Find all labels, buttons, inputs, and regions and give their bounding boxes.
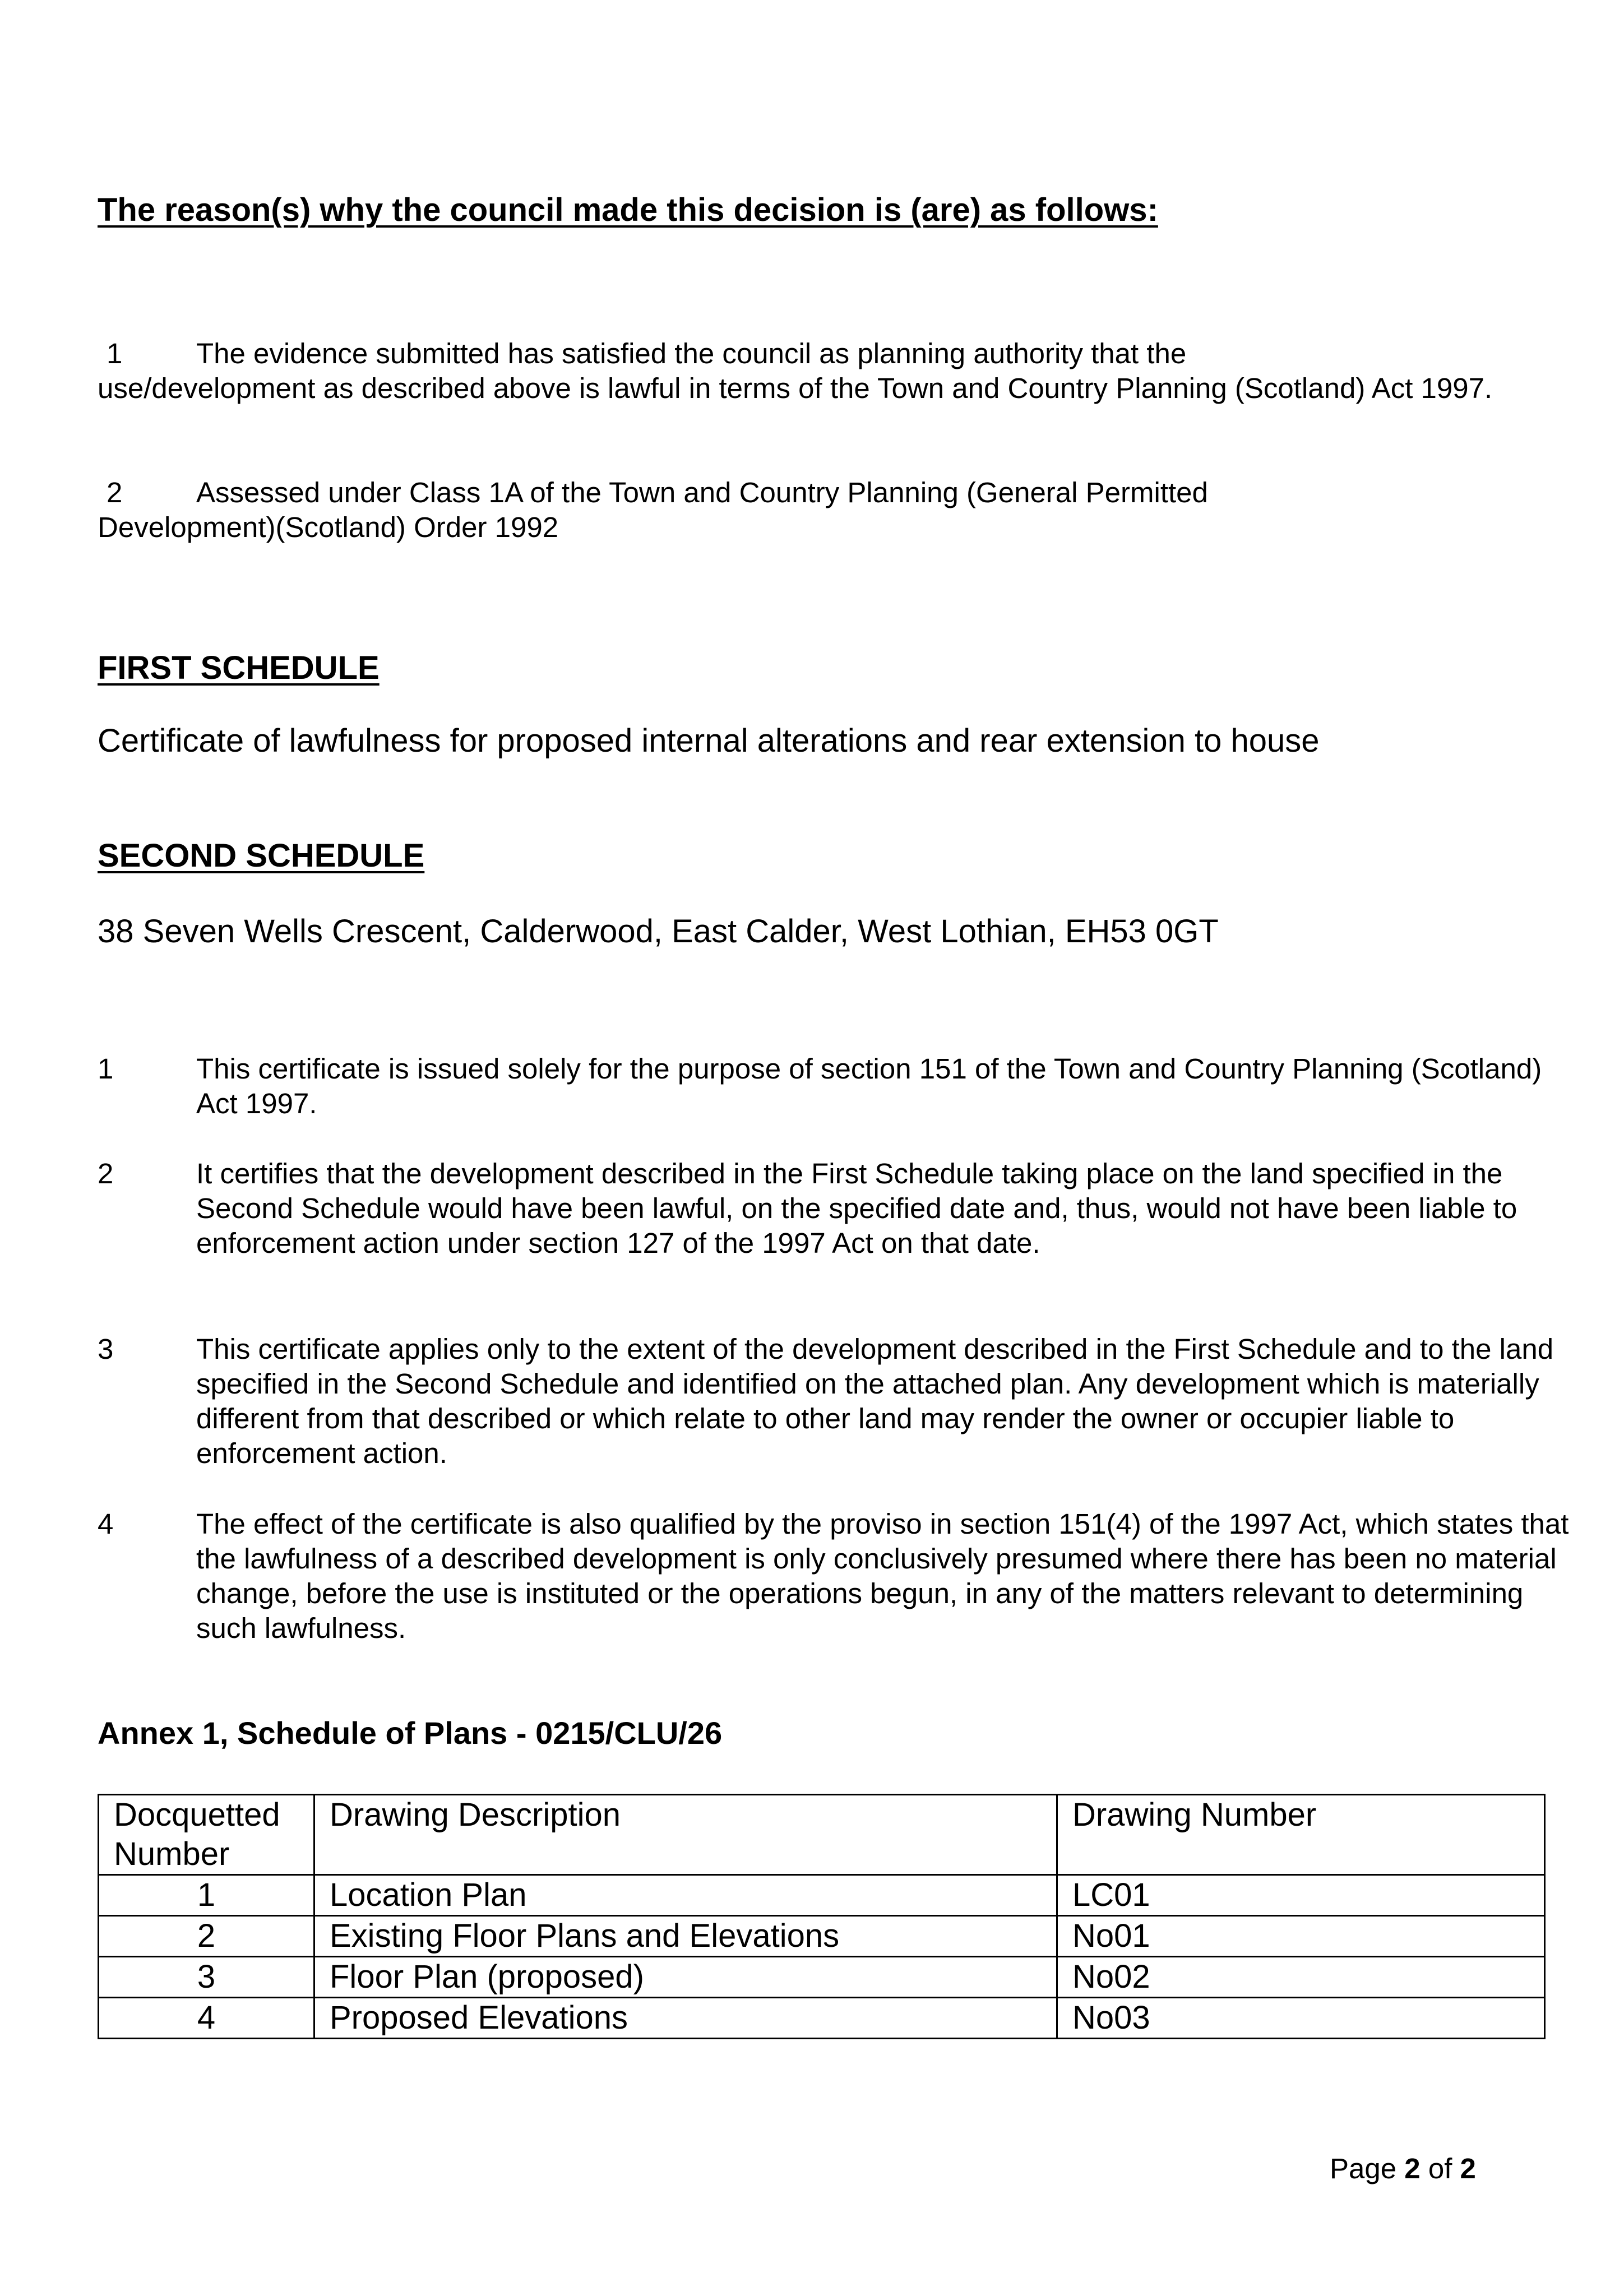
docquetted-number-cell: 4 xyxy=(99,1998,314,2039)
reason-text-first-line: The evidence submitted has satisfied the council as planning authority that the xyxy=(196,337,1187,369)
reason-text-rest: Development)(Scotland) Order 1992 xyxy=(98,511,559,543)
reasons-heading: The reason(s) why the council made this decision is (are) as follows: xyxy=(98,192,1158,228)
reason-item-2 xyxy=(98,475,1533,545)
plans-table xyxy=(98,1794,1546,2039)
annex-title: Annex 1, Schedule of Plans - 0215/CLU/26 xyxy=(98,1715,723,1751)
table-header-row xyxy=(99,1795,1545,1875)
drawing-number-cell: No03 xyxy=(1057,1998,1545,2039)
reason-number: 2 xyxy=(107,476,123,508)
docquetted-number-cell: 1 xyxy=(99,1875,314,1916)
page-number xyxy=(1330,2151,1476,2186)
drawing-description-cell: Proposed Elevations xyxy=(314,1998,1057,2039)
certificate-note-3 xyxy=(98,1332,1586,1471)
column-header-docquetted-number: Docquetted Number xyxy=(99,1795,314,1875)
column-header-drawing-description: Drawing Description xyxy=(314,1795,1057,1875)
note-text: It certifies that the development described in the First Schedule taking place on the land specified in the Second Schedule would have been lawful, on the specified date and, thus, would not have been liable to enforcement action under section 127 of the 1997 Act on that date. xyxy=(196,1158,1517,1259)
reason-text-first-line: Assessed under Class 1A of the Town and Country Planning (General Permitted xyxy=(196,476,1208,508)
docquetted-number-cell: 3 xyxy=(99,1957,314,1998)
reason-text-rest: use/development as described above is lawful in terms of the Town and Country Planning (Scotland) Act 1997. xyxy=(98,372,1493,404)
table-row xyxy=(99,1957,1545,1998)
table-row xyxy=(99,1916,1545,1957)
reason-number: 1 xyxy=(107,337,123,369)
second-schedule-heading: SECOND SCHEDULE xyxy=(98,837,425,874)
page-total: 2 xyxy=(1460,2152,1476,2184)
note-text: This certificate is issued solely for the purpose of section 151 of the Town and Country Planning (Scotland) Act 1997. xyxy=(196,1053,1542,1119)
column-header-drawing-number: Drawing Number xyxy=(1057,1795,1545,1875)
note-number: 2 xyxy=(98,1158,114,1189)
docquetted-number-cell: 2 xyxy=(99,1916,314,1957)
drawing-number-cell: LC01 xyxy=(1057,1875,1545,1916)
page-current: 2 xyxy=(1404,2152,1421,2184)
first-schedule-text: Certificate of lawfulness for proposed internal alterations and rear extension to house xyxy=(98,723,1320,759)
note-text: The effect of the certificate is also qualified by the proviso in section 151(4) of the 1997 Act, which states that the lawfulness of a described development is only conclusively presumed where there has been no material change, before the use is instituted or the operations begun, in any of the matters relevant to determining such lawfulness. xyxy=(196,1508,1569,1644)
drawing-description-cell: Existing Floor Plans and Elevations xyxy=(314,1916,1057,1957)
certificate-note-4 xyxy=(98,1507,1586,1646)
table-row xyxy=(99,1998,1545,2039)
certificate-note-1 xyxy=(98,1052,1586,1121)
note-number: 1 xyxy=(98,1053,114,1085)
drawing-description-cell: Location Plan xyxy=(314,1875,1057,1916)
drawing-description-cell: Floor Plan (proposed) xyxy=(314,1957,1057,1998)
note-text: This certificate applies only to the extent of the development described in the First Schedule and to the land specified in the Second Schedule and identified on the attached plan. Any development which is materially different from that described or which relate to other land may render the owner or occupier liable to enforcement action. xyxy=(196,1333,1554,1469)
certificate-note-2 xyxy=(98,1156,1586,1261)
of-label: of xyxy=(1428,2152,1452,2184)
page-label: Page xyxy=(1330,2152,1397,2184)
reason-item-1 xyxy=(98,336,1533,406)
drawing-number-cell: No02 xyxy=(1057,1957,1545,1998)
second-schedule-text: 38 Seven Wells Crescent, Calderwood, East Calder, West Lothian, EH53 0GT xyxy=(98,913,1219,950)
table-row xyxy=(99,1875,1545,1916)
note-number: 3 xyxy=(98,1333,114,1365)
drawing-number-cell: No01 xyxy=(1057,1916,1545,1957)
first-schedule-heading: FIRST SCHEDULE xyxy=(98,650,380,686)
note-number: 4 xyxy=(98,1508,114,1540)
